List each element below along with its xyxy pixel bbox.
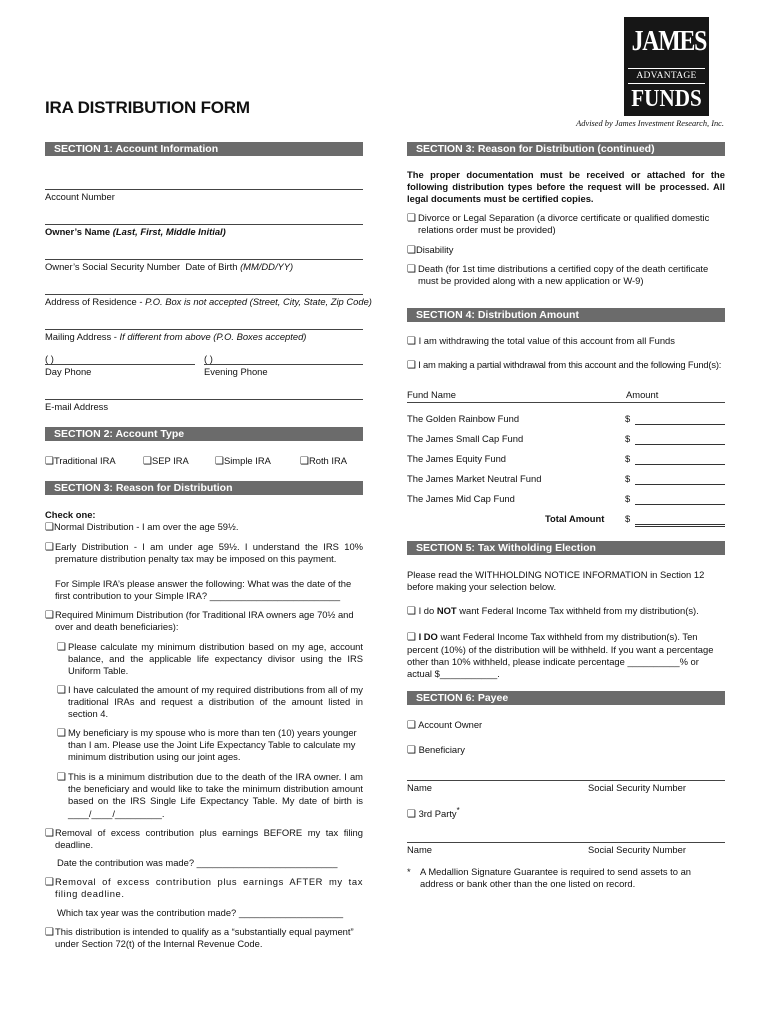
account-type-label: Roth IRA <box>308 455 348 466</box>
checkbox-icon[interactable] <box>57 771 66 784</box>
dollar-sign: $ <box>625 513 631 524</box>
checkbox-glyph[interactable]: ❑ <box>57 772 66 783</box>
logo-line3: FUNDS <box>631 86 702 112</box>
fund-name: The Golden Rainbow Fund <box>407 413 520 424</box>
name-label: Name <box>407 844 433 855</box>
owner-name-label <box>45 226 226 238</box>
dollar-sign: $ <box>625 433 631 444</box>
fund-name: The James Small Cap Fund <box>407 433 524 444</box>
day-phone-area-code: ( ) <box>45 353 54 364</box>
option-label: Disability <box>415 244 454 255</box>
payee-third-party[interactable] <box>407 806 460 821</box>
mailing-note: If different from above (P.O. Boxes accepted) <box>119 331 307 342</box>
payee-account-owner[interactable] <box>407 719 482 732</box>
rmd-option-calculate: Please calculate my minimum distribution based on my age, account balance, and the applicable life expectancy divisor using the IRS Uniform Table. <box>68 641 363 677</box>
checkbox-icon[interactable] <box>407 212 416 225</box>
mailing-label-text: Mailing Address - <box>45 331 117 342</box>
checkbox-icon[interactable]: ❑ <box>45 522 54 533</box>
checkbox-icon[interactable]: ❑ <box>407 606 416 617</box>
dollar-sign: $ <box>625 493 631 504</box>
fund-list <box>407 413 725 533</box>
rmd-option-death: This is a minimum distribution due to the death of the IRA owner. I am the beneficiary and would like to take the minimum distribution amount based on the IRS Single Life Expectancy Table. My date of birth is ____/____/_________. <box>68 771 363 819</box>
dob-label: Date of Birth <box>185 261 238 272</box>
checkbox-icon[interactable]: ❑ <box>45 456 54 467</box>
checkbox-icon[interactable]: ❑ <box>407 632 416 643</box>
total-row <box>407 513 725 533</box>
fund-row <box>407 453 725 473</box>
section4-header: SECTION 4: Distribution Amount <box>407 308 725 322</box>
address-note: P.O. Box is not accepted (Street, City, State, Zip Code) <box>145 296 372 307</box>
table-divider <box>407 402 725 403</box>
checkbox-icon[interactable] <box>45 876 54 889</box>
fund-name-header: Fund Name <box>407 389 456 400</box>
ssn-label-text: Owner’s Social Security Number <box>45 261 181 272</box>
footnote-marker: * <box>456 806 460 815</box>
option-partial-withdrawal[interactable] <box>407 359 721 372</box>
evening-phone-field[interactable] <box>204 364 363 365</box>
checkbox-icon[interactable]: ❑ <box>407 360 416 371</box>
evening-phone-label: Evening Phone <box>204 366 268 377</box>
checkbox-icon[interactable]: ❑ <box>300 456 309 467</box>
address-label <box>45 296 372 308</box>
option-no-withholding[interactable] <box>407 605 699 618</box>
option-label: 3rd Party <box>418 808 457 820</box>
owner-name-format: (Last, First, Middle Initial) <box>112 226 226 237</box>
no-post: want Federal Income Tax withheld from my distribution(s). <box>456 605 699 616</box>
total-amount-field[interactable] <box>635 514 725 527</box>
checkbox-glyph[interactable]: ❑ <box>45 828 54 839</box>
checkbox-glyph[interactable]: ❑ <box>45 542 54 553</box>
checkbox-glyph[interactable]: ❑ <box>45 877 54 888</box>
contribution-date-field[interactable]: Date the contribution was made? ___________________________ <box>57 857 338 868</box>
checkbox-icon[interactable]: ❑ <box>215 456 224 467</box>
logo-line2: ADVANTAGE <box>628 68 705 84</box>
section1-header: SECTION 1: Account Information <box>45 142 363 156</box>
fund-amount-field[interactable] <box>635 434 725 445</box>
option-normal-distribution[interactable] <box>45 521 238 534</box>
checkbox-icon[interactable] <box>45 926 54 939</box>
section2-header: SECTION 2: Account Type <box>45 427 363 441</box>
address-field[interactable] <box>45 294 363 295</box>
mailing-address-field[interactable] <box>45 329 363 330</box>
no-bold: NOT <box>436 605 457 616</box>
account-type-roth[interactable] <box>300 455 347 468</box>
account-type-label: Traditional IRA <box>53 455 116 466</box>
section6-header: SECTION 6: Payee <box>407 691 725 705</box>
account-type-sep[interactable] <box>143 455 189 468</box>
fund-row <box>407 433 725 453</box>
ssn-label <box>45 261 293 273</box>
total-amount-label: Total Amount <box>545 513 605 524</box>
section3-header: SECTION 3: Reason for Distribution <box>45 481 363 495</box>
checkbox-icon[interactable] <box>57 641 66 654</box>
checkbox-icon[interactable]: ❑ <box>407 336 416 347</box>
email-field[interactable] <box>45 399 363 400</box>
checkbox-icon[interactable] <box>57 727 66 740</box>
owner-name-bold: Owner’s Name <box>45 226 111 237</box>
option-label: I am making a partial withdrawal from this account and the following Fund(s): <box>418 359 722 370</box>
evening-phone-area-code: ( ) <box>204 353 213 364</box>
checkbox-glyph[interactable]: ❑ <box>45 610 54 621</box>
fund-amount-field[interactable] <box>635 414 725 425</box>
checkbox-icon[interactable]: ❑ <box>407 745 416 756</box>
yes-post: want Federal Income Tax withheld from my distribution(s). Ten percent (10%) of the distribution will be withheld. If you want a percentage other than 10% withheld, please indicate percentage __________% or actual $___________. <box>407 631 714 680</box>
james-advantage-funds-logo <box>624 17 709 116</box>
option-removal-after: Removal of excess contribution plus earnings AFTER my tax filing deadline. <box>55 876 363 900</box>
section5-header: SECTION 5: Tax Witholding Election <box>407 541 725 555</box>
option-early-distribution: Early Distribution - I am under age 59½. I understand the IRS 10% premature distribution penalty tax may be imposed on this payment. <box>55 541 363 565</box>
payee-beneficiary[interactable] <box>407 744 465 757</box>
checkbox-icon[interactable]: ❑ <box>407 809 416 821</box>
checkbox-icon[interactable]: ❑ <box>407 720 416 731</box>
footnote-star: * <box>407 866 411 877</box>
checkbox-glyph[interactable]: ❑ <box>57 642 66 653</box>
option-substantially-equal: This distribution is intended to qualify as a “substantially equal payment” under Section 72(t) of the Internal Revenue Code. <box>55 926 354 950</box>
account-type-simple[interactable] <box>215 455 271 468</box>
fund-amount-field[interactable] <box>635 474 725 485</box>
fund-amount-field[interactable] <box>635 454 725 465</box>
rmd-option-self-calculated: I have calculated the amount of my required distributions from all of my traditional IRAs and request a distribution of the amount listed in section 4. <box>68 684 363 720</box>
checkbox-glyph[interactable]: ❑ <box>45 927 54 938</box>
ssn-label: Social Security Number <box>588 844 686 855</box>
email-label: E-mail Address <box>45 401 109 412</box>
logo-line1: JAMES <box>631 25 707 57</box>
fund-row <box>407 413 725 433</box>
checkbox-glyph[interactable]: ❑ <box>407 213 416 224</box>
fund-row <box>407 493 725 513</box>
mailing-address-label <box>45 331 306 343</box>
account-number-field[interactable] <box>45 189 363 190</box>
option-yes-withholding[interactable] <box>407 631 725 681</box>
account-number-label: Account Number <box>45 191 115 202</box>
option-total-withdrawal[interactable] <box>407 335 675 348</box>
checkbox-glyph[interactable]: ❑ <box>407 264 416 275</box>
checkbox-glyph[interactable]: ❑ <box>57 728 66 739</box>
address-label-text: Address of Residence - <box>45 296 143 307</box>
check-one-label: Check one: <box>45 509 96 520</box>
ssn-dob-field[interactable] <box>45 259 363 260</box>
option-label: Beneficiary <box>418 744 465 755</box>
medallion-note: A Medallion Signature Guarantee is required to send assets to an address or bank other than the one listed on record. <box>420 866 691 890</box>
checkbox-icon[interactable] <box>45 541 54 554</box>
account-type-label: SEP IRA <box>151 455 189 466</box>
ssn-label: Social Security Number <box>588 782 686 793</box>
name-label: Name <box>407 782 433 793</box>
dob-format: (MM/DD/YY) <box>240 261 294 272</box>
option-label: I am withdrawing the total value of this account from all Funds <box>418 335 675 346</box>
page-title: IRA DISTRIBUTION FORM <box>45 98 250 117</box>
dollar-sign: $ <box>625 453 631 464</box>
fund-name: The James Mid Cap Fund <box>407 493 515 504</box>
option-disability[interactable] <box>407 244 453 257</box>
fund-name: The James Market Neutral Fund <box>407 473 542 484</box>
tax-year-field[interactable]: Which tax year was the contribution made? ____________________ <box>57 907 344 918</box>
amount-header: Amount <box>626 389 659 400</box>
yes-bold: I DO <box>418 631 438 642</box>
checkbox-icon[interactable] <box>45 609 54 622</box>
option-divorce: Divorce or Legal Separation (a divorce certificate or qualified domestic relations order must be provided) <box>418 212 710 236</box>
account-type-label: Simple IRA <box>223 455 271 466</box>
checkbox-icon[interactable]: ❑ <box>407 245 416 256</box>
checkbox-glyph[interactable]: ❑ <box>57 685 66 696</box>
tagline: Advised by James Investment Research, Inc. <box>576 119 724 128</box>
checkbox-icon[interactable]: ❑ <box>143 456 152 467</box>
fund-row <box>407 473 725 493</box>
checkbox-icon[interactable] <box>57 684 66 697</box>
fund-amount-field[interactable] <box>635 494 725 505</box>
option-label: Normal Distribution - I am over the age 59½. <box>53 521 239 532</box>
section3-continued-header: SECTION 3: Reason for Distribution (continued) <box>407 142 725 156</box>
option-removal-before: Removal of excess contribution plus earnings BEFORE my tax filing deadline. <box>55 827 363 851</box>
dollar-sign: $ <box>625 413 631 424</box>
simple-ira-question: For Simple IRA’s please answer the following: What was the date of the first contribution to your Simple IRA? _________________________ <box>55 578 352 602</box>
third-party-name-field[interactable] <box>407 842 725 843</box>
no-pre: I do <box>418 605 437 616</box>
option-required-minimum: Required Minimum Distribution (for Traditional IRA owners age 70½ and over and death beneficiaries): <box>55 609 354 633</box>
checkbox-icon[interactable] <box>45 827 54 840</box>
fund-name: The James Equity Fund <box>407 453 507 464</box>
beneficiary-name-field[interactable] <box>407 780 725 781</box>
documentation-notice: The proper documentation must be received or attached for the following distribution types before the request will be processed. All legal documents must be certified copies. <box>407 169 725 205</box>
rmd-option-spouse: My beneficiary is my spouse who is more than ten (10) years younger than I am. Please use the Joint Life Expectancy Table to calculate my minimum distribution using our joint ages. <box>68 727 357 763</box>
day-phone-field[interactable] <box>45 364 195 365</box>
dollar-sign: $ <box>625 473 631 484</box>
checkbox-icon[interactable] <box>407 263 416 276</box>
day-phone-label: Day Phone <box>45 366 92 377</box>
option-label: Account Owner <box>418 719 483 730</box>
option-death: Death (for 1st time distributions a certified copy of the death certificate must be provided along with a new application or W-9) <box>418 263 709 287</box>
account-type-traditional[interactable] <box>45 455 116 468</box>
withholding-intro: Please read the WITHHOLDING NOTICE INFORMATION in Section 12 before making your selection below. <box>407 569 705 593</box>
owner-name-field[interactable] <box>45 224 363 225</box>
